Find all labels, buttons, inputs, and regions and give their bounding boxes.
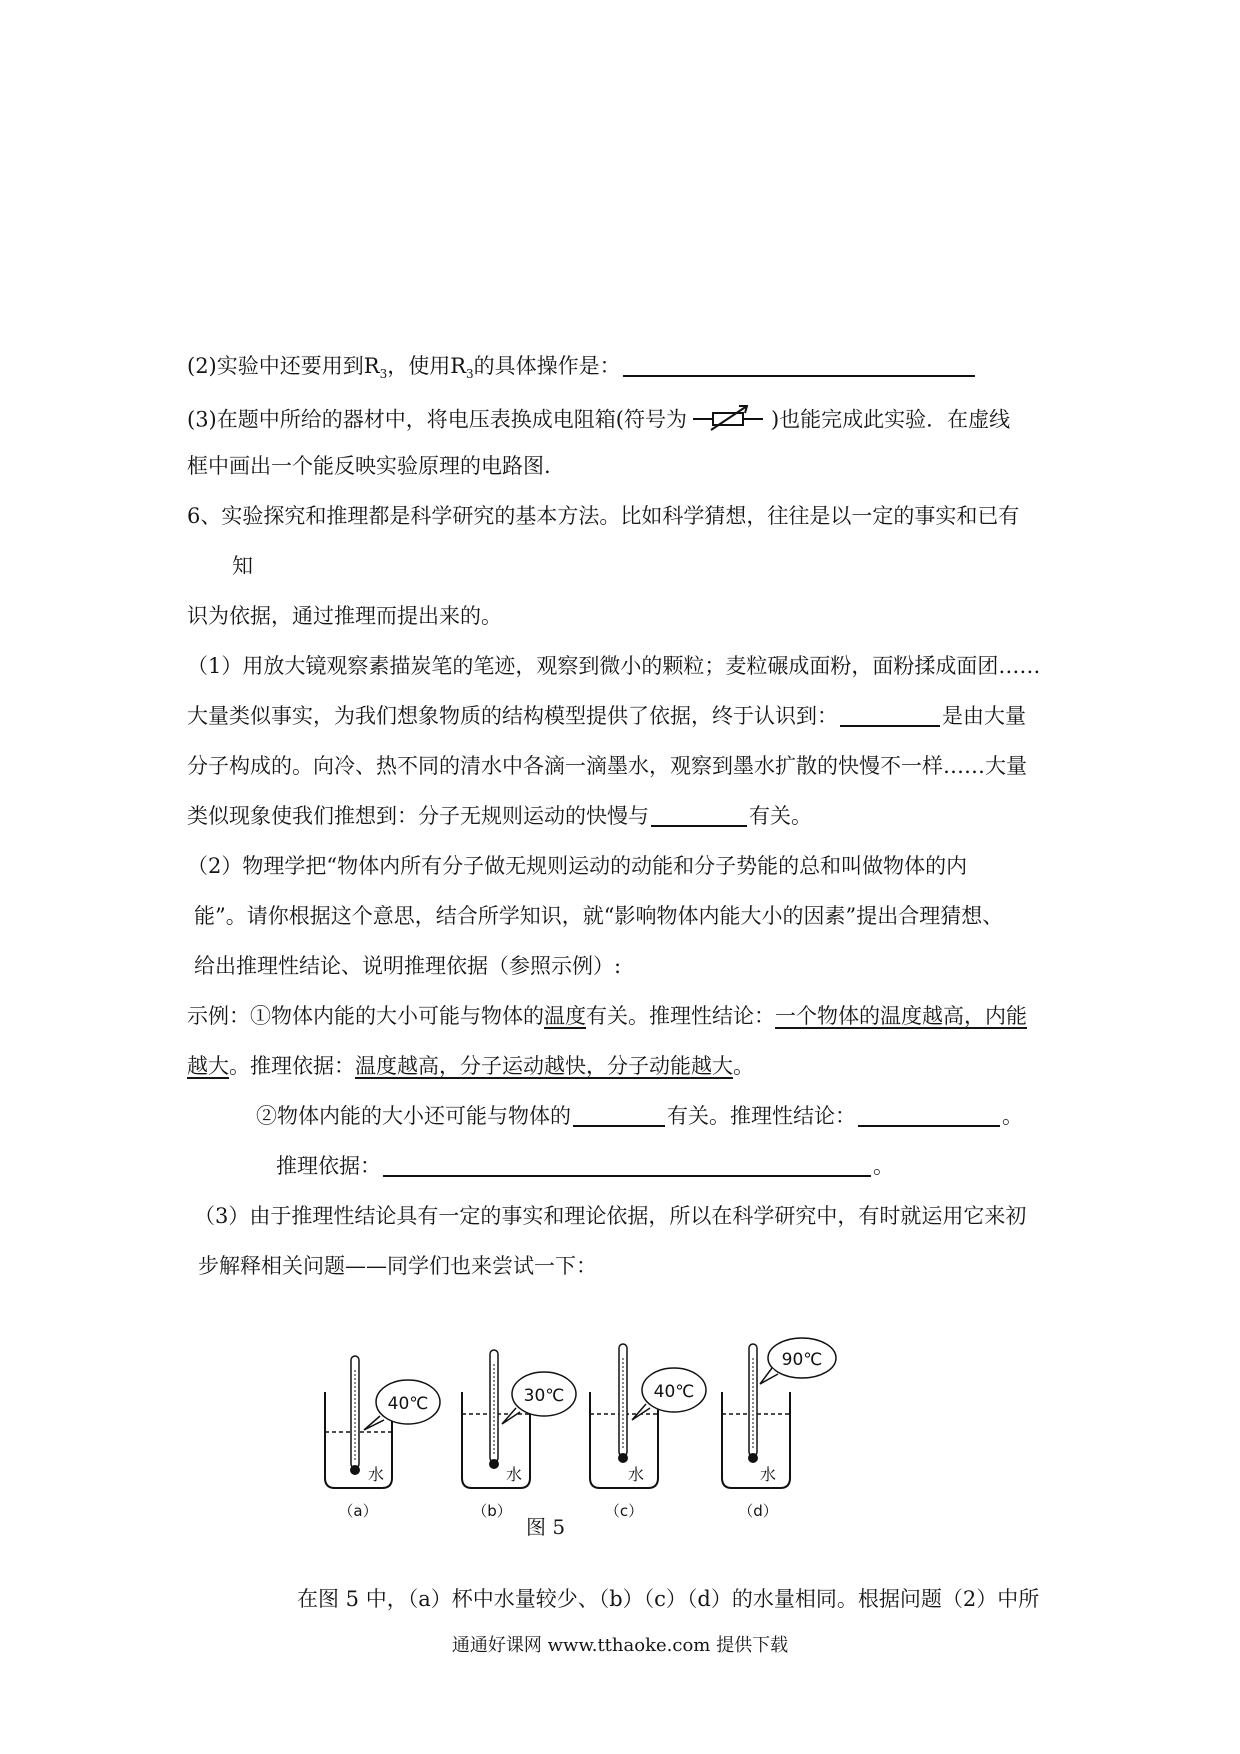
ex2-answer-blank-conclusion[interactable] xyxy=(858,1125,1000,1127)
temp-label-a: 40℃ xyxy=(387,1394,429,1414)
q2-line xyxy=(187,351,977,389)
p1-line-2 xyxy=(187,701,1026,731)
ex2-line-1 xyxy=(256,1101,1023,1131)
resistor-box-symbol-icon xyxy=(691,403,767,439)
beaker-label-d: （d） xyxy=(738,1502,778,1520)
ex2-answer-blank-factor[interactable] xyxy=(573,1125,665,1127)
footer-source: 通通好课网 www.tthaoke.com 提供下载 xyxy=(451,1635,789,1656)
p1d-text-pre: 类似现象使我们推想到：分子无规则运动的快慢与 xyxy=(187,804,649,828)
beaker-label-a: （a） xyxy=(338,1502,378,1520)
temp-label-c: 40℃ xyxy=(653,1382,695,1402)
q6-line-2: 知 xyxy=(232,554,253,578)
q3-line-1 xyxy=(187,403,1010,439)
water-label-a: 水 xyxy=(368,1465,385,1484)
p1-answer-blank-1[interactable] xyxy=(840,725,940,727)
p1-line-4 xyxy=(187,801,812,831)
q2-answer-blank[interactable] xyxy=(623,375,975,377)
ex2-line-2 xyxy=(276,1151,894,1181)
ex2-text-end: 。 xyxy=(1002,1104,1023,1128)
q3-text-pre: (3)在题中所给的器材中，将电压表换成电阻箱(符号为 xyxy=(187,407,687,432)
p2-line-3: 给出推理性结论、说明推理依据（参照示例）: xyxy=(194,954,622,978)
example-line-2 xyxy=(187,1051,754,1081)
example-text-basis: 。推理依据： xyxy=(229,1054,355,1078)
example-underline-basis: 温度越高，分子运动越快，分子动能越大 xyxy=(355,1054,733,1078)
beaker-label-c: （c） xyxy=(604,1502,644,1520)
p1-text-post: 是由大量 xyxy=(942,704,1026,728)
q2-text-mid: ，使用R xyxy=(387,354,467,378)
q3-text-post: )也能完成此实验．在虚线 xyxy=(770,407,1011,432)
q2-text-pre: (2)实验中还要用到R xyxy=(187,354,380,378)
q2-sub-1: 3 xyxy=(379,367,388,382)
p1-line-3: 分子构成的。向冷、热不同的清水中各滴一滴墨水，观察到墨水扩散的快慢不一样……大量 xyxy=(187,754,1027,778)
beaker-c xyxy=(590,1344,706,1520)
p2-line-2: 能”。请你根据这个意思，结合所学知识，就“影响物体内能大小的因素”提出合理猜想、 xyxy=(194,904,1004,928)
example-underline-larger: 越大 xyxy=(187,1054,229,1078)
water-label-d: 水 xyxy=(760,1465,777,1484)
beaker-a xyxy=(325,1356,440,1520)
temp-label-b: 30℃ xyxy=(523,1386,565,1406)
p1d-text-post: 有关。 xyxy=(749,804,812,828)
q2-sub-2: 3 xyxy=(466,367,474,382)
p3-line-1: （3）由于推理性结论具有一定的事实和理论依据，所以在科学研究中，有时就运用它来初 xyxy=(194,1204,1027,1228)
example-line-1 xyxy=(187,1001,1027,1031)
example-underline-temperature: 温度 xyxy=(544,1004,586,1028)
water-label-c: 水 xyxy=(628,1465,645,1484)
q3-line-2: 框中画出一个能反映实验原理的电路图. xyxy=(187,454,551,478)
p1-line-1: （1）用放大镜观察素描炭笔的笔迹，观察到微小的颗粒；麦粒碾成面粉，面粉揉成面团…… xyxy=(187,654,1041,678)
p2-line-1: （2）物理学把“物体内所有分子做无规则运动的动能和分子势能的总和叫做物体的内 xyxy=(187,854,968,878)
figure-5 xyxy=(0,1330,1240,1534)
p1-text-pre: 大量类似事实，为我们想象物质的结构模型提供了依据，终于认识到： xyxy=(187,704,838,728)
p3-line-2: 步解释相关问题——同学们也来尝试一下： xyxy=(198,1254,597,1278)
ex2-text-mid: 有关。推理性结论： xyxy=(667,1104,856,1128)
ex2-text-pre: ②物体内能的大小还可能与物体的 xyxy=(256,1104,571,1128)
q6-line-1: 6、实验探究和推理都是科学研究的基本方法。比如科学猜想，往往是以一定的事实和已有 xyxy=(187,504,1020,528)
beaker-d xyxy=(722,1338,836,1520)
p1-answer-blank-2[interactable] xyxy=(651,825,747,827)
example-text-end: 。 xyxy=(733,1054,754,1078)
example-text-pre: 示例：①物体内能的大小可能与物体的 xyxy=(187,1004,544,1028)
temp-label-d: 90℃ xyxy=(781,1350,823,1370)
beaker-b xyxy=(462,1350,576,1520)
figure-caption: 图 5 xyxy=(526,1515,566,1539)
example-text-mid: 有关。推理性结论： xyxy=(586,1004,775,1028)
q6-line-3: 识为依据，通过推理而提出来的。 xyxy=(187,604,502,628)
ex2-answer-blank-basis[interactable] xyxy=(383,1175,871,1177)
last-line: 在图 5 中，（a）杯中水量较少、（b）（c）（d）的水量相同。根据问题（2）中所 xyxy=(297,1587,1040,1611)
q2-text-post: 的具体操作是： xyxy=(473,354,621,378)
example-underline-conclusion: 一个物体的温度越高，内能 xyxy=(775,1004,1027,1028)
ex2b-text-pre: 推理依据： xyxy=(276,1154,381,1178)
ex2b-text-end: 。 xyxy=(873,1154,894,1178)
beaker-label-b: （b） xyxy=(472,1502,512,1520)
water-label-b: 水 xyxy=(506,1465,523,1484)
